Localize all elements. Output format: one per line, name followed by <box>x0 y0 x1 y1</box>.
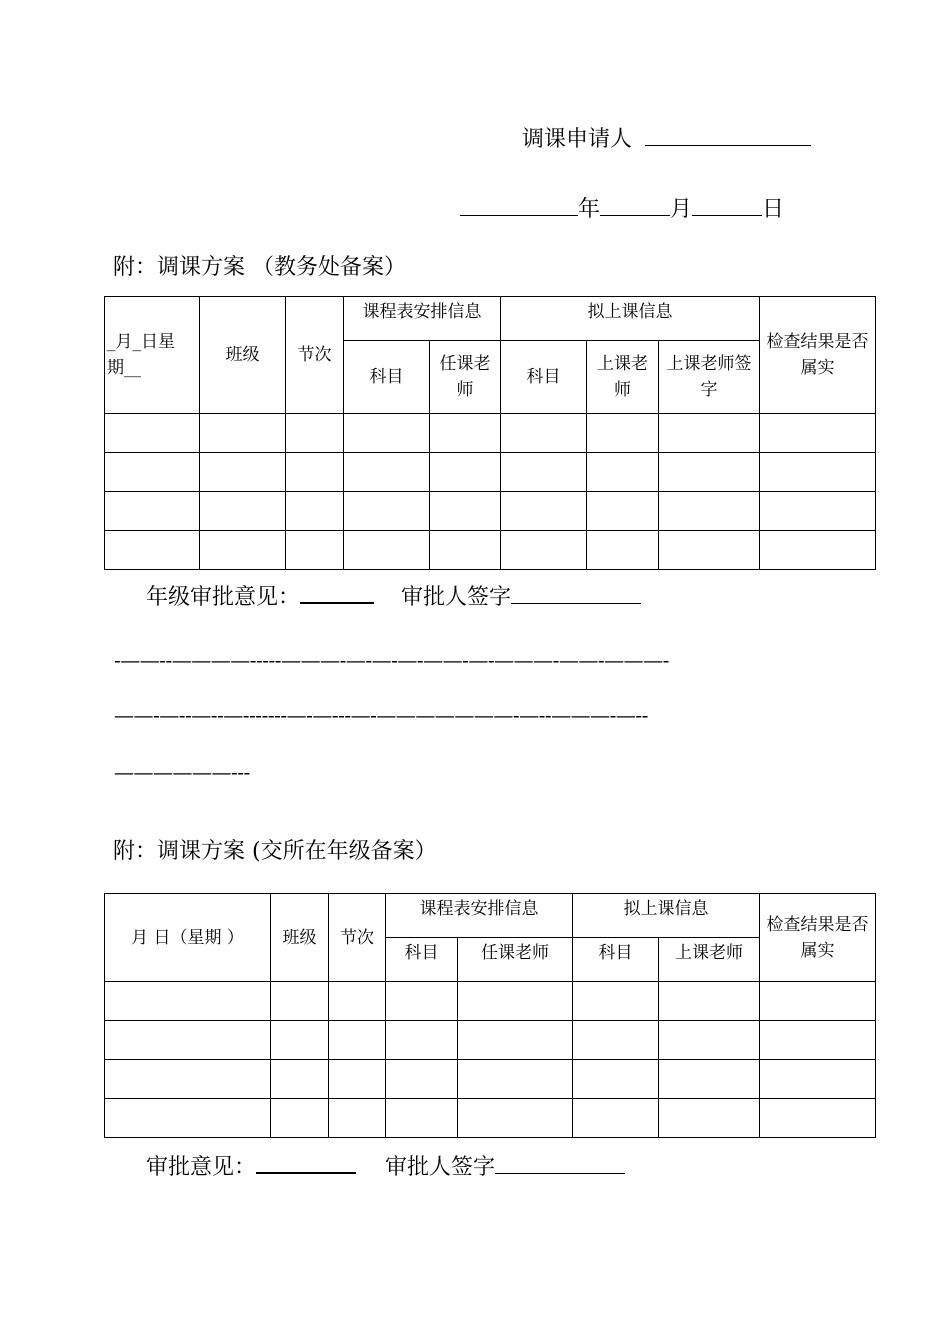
approver-blank-2[interactable] <box>495 1172 625 1174</box>
table-cell[interactable] <box>344 453 430 492</box>
approver-label-1: 审批人签字 <box>401 585 512 610</box>
month-blank[interactable] <box>600 214 670 216</box>
table-cell[interactable] <box>760 453 876 492</box>
table-cell[interactable] <box>659 414 760 453</box>
table-cell[interactable] <box>430 531 501 570</box>
table-cell[interactable] <box>286 492 344 531</box>
signature-header: 上课老师签字 <box>659 341 760 414</box>
table-cell[interactable] <box>760 982 876 1021</box>
table-cell[interactable] <box>200 492 286 531</box>
table-cell[interactable] <box>430 492 501 531</box>
table-cell[interactable] <box>501 414 587 453</box>
table-cell[interactable] <box>344 531 430 570</box>
table-cell[interactable] <box>329 1021 386 1060</box>
table-cell[interactable] <box>271 1099 329 1138</box>
subject-header-2: 科目 <box>386 938 458 982</box>
date-header <box>105 297 200 414</box>
table-cell[interactable] <box>386 1021 458 1060</box>
table-cell[interactable] <box>386 1060 458 1099</box>
table-cell[interactable] <box>386 982 458 1021</box>
table-cell[interactable] <box>105 492 200 531</box>
table-cell[interactable] <box>573 1021 659 1060</box>
table-cell[interactable] <box>573 1099 659 1138</box>
section1-title: 附：调课方案 （教务处备案） <box>113 255 406 280</box>
schedule-info-header: 课程表安排信息 <box>344 297 501 341</box>
table-row <box>105 414 876 453</box>
approver-label-2: 审批人签字 <box>385 1155 496 1180</box>
date-header-line1: _月_日星 <box>107 332 175 352</box>
section2-title: 附：调课方案 (交所在年级备案） <box>113 839 437 864</box>
period-header-2: 节次 <box>329 894 386 982</box>
table-cell[interactable] <box>659 531 760 570</box>
table-cell[interactable] <box>458 1021 573 1060</box>
table-row <box>105 492 876 531</box>
applicant-label: 调课申请人 <box>522 127 633 152</box>
table-cell[interactable] <box>573 982 659 1021</box>
section1-approval-line <box>146 580 641 611</box>
table-cell[interactable] <box>760 531 876 570</box>
table-cell[interactable] <box>587 531 659 570</box>
grade-approval-label: 年级审批意见： <box>146 585 301 610</box>
month-label: 月 <box>670 197 693 222</box>
table-cell[interactable] <box>587 414 659 453</box>
table-cell[interactable] <box>659 453 760 492</box>
table-cell[interactable] <box>760 1099 876 1138</box>
table-cell[interactable] <box>458 1099 573 1138</box>
approval-blank-2[interactable] <box>256 1171 356 1174</box>
table-cell[interactable] <box>105 1021 271 1060</box>
table-cell[interactable] <box>458 1060 573 1099</box>
day-label: 日 <box>762 197 785 222</box>
table-row <box>105 453 876 492</box>
table-cell[interactable] <box>760 1021 876 1060</box>
table-row <box>105 531 876 570</box>
approver-blank-1[interactable] <box>511 602 641 604</box>
table-cell[interactable] <box>271 1021 329 1060</box>
table-cell[interactable] <box>105 982 271 1021</box>
table-cell[interactable] <box>105 1099 271 1138</box>
table-cell[interactable] <box>329 1060 386 1099</box>
schedule-info-header-2: 课程表安排信息 <box>386 894 573 938</box>
applicant-blank[interactable] <box>645 144 811 146</box>
section2-approval-line <box>146 1150 625 1181</box>
table-cell[interactable] <box>286 414 344 453</box>
applicant-line <box>522 122 811 153</box>
table-cell[interactable] <box>329 1099 386 1138</box>
table-cell[interactable] <box>386 1099 458 1138</box>
table-cell[interactable] <box>271 1060 329 1099</box>
planned-teacher-header-2: 上课老师 <box>659 938 760 982</box>
planned-subject-header: 科目 <box>501 341 587 414</box>
year-label: 年 <box>578 197 601 222</box>
table-cell[interactable] <box>344 414 430 453</box>
year-blank[interactable] <box>460 214 578 216</box>
date-header-line2: 期__ <box>107 358 141 378</box>
table-cell[interactable] <box>501 453 587 492</box>
table-cell[interactable] <box>430 414 501 453</box>
grade-approval-blank[interactable] <box>300 601 374 604</box>
table-cell[interactable] <box>271 982 329 1021</box>
planned-subject-header-2: 科目 <box>573 938 659 982</box>
table-cell[interactable] <box>587 492 659 531</box>
table-cell[interactable] <box>659 982 760 1021</box>
table-cell[interactable] <box>200 531 286 570</box>
approval-label-2: 审批意见： <box>146 1155 257 1180</box>
planned-info-header-2: 拟上课信息 <box>573 894 760 938</box>
table-cell[interactable] <box>501 492 587 531</box>
table-cell[interactable] <box>573 1060 659 1099</box>
table-cell[interactable] <box>659 1099 760 1138</box>
table-cell[interactable] <box>105 531 200 570</box>
table-cell[interactable] <box>286 453 344 492</box>
table-cell[interactable] <box>659 492 760 531</box>
separator-line-1: -——--————-----———-—-—-—-——-—-———-——-———- <box>114 648 669 672</box>
date-header-2: 月 日（星期 ） <box>105 894 271 982</box>
day-blank[interactable] <box>692 214 762 216</box>
schedule-table-1 <box>104 296 876 570</box>
table-cell[interactable] <box>286 531 344 570</box>
table-row <box>105 982 876 1021</box>
check-result-header-2: 检查结果是否属实 <box>760 894 876 982</box>
table-cell[interactable] <box>501 531 587 570</box>
table-cell[interactable] <box>105 453 200 492</box>
schedule-table-2 <box>104 893 876 1138</box>
table-row <box>105 1021 876 1060</box>
separator-line-2: ——-—--—--—-------—-—---—-———————-—--———-—-- <box>114 703 648 727</box>
table-cell[interactable] <box>760 492 876 531</box>
period-header: 节次 <box>286 297 344 414</box>
teacher-header: 任课老师 <box>430 341 501 414</box>
table-cell[interactable] <box>760 414 876 453</box>
table-row <box>105 1060 876 1099</box>
separator-line-3: ——————--- <box>114 760 250 784</box>
table-cell[interactable] <box>344 492 430 531</box>
planned-info-header: 拟上课信息 <box>501 297 760 341</box>
check-result-header: 检查结果是否属实 <box>760 297 876 414</box>
table-cell[interactable] <box>430 453 501 492</box>
teacher-header-2: 任课老师 <box>458 938 573 982</box>
table-cell[interactable] <box>659 1021 760 1060</box>
table-row <box>105 1099 876 1138</box>
table-cell[interactable] <box>587 453 659 492</box>
date-line <box>460 192 784 223</box>
class-header-2: 班级 <box>271 894 329 982</box>
class-header: 班级 <box>200 297 286 414</box>
table-cell[interactable] <box>105 414 200 453</box>
table-cell[interactable] <box>200 453 286 492</box>
table-cell[interactable] <box>105 1060 271 1099</box>
table-cell[interactable] <box>329 982 386 1021</box>
subject-header: 科目 <box>344 341 430 414</box>
planned-teacher-header: 上课老师 <box>587 341 659 414</box>
table-cell[interactable] <box>200 414 286 453</box>
table-cell[interactable] <box>659 1060 760 1099</box>
table-cell[interactable] <box>760 1060 876 1099</box>
table-cell[interactable] <box>458 982 573 1021</box>
